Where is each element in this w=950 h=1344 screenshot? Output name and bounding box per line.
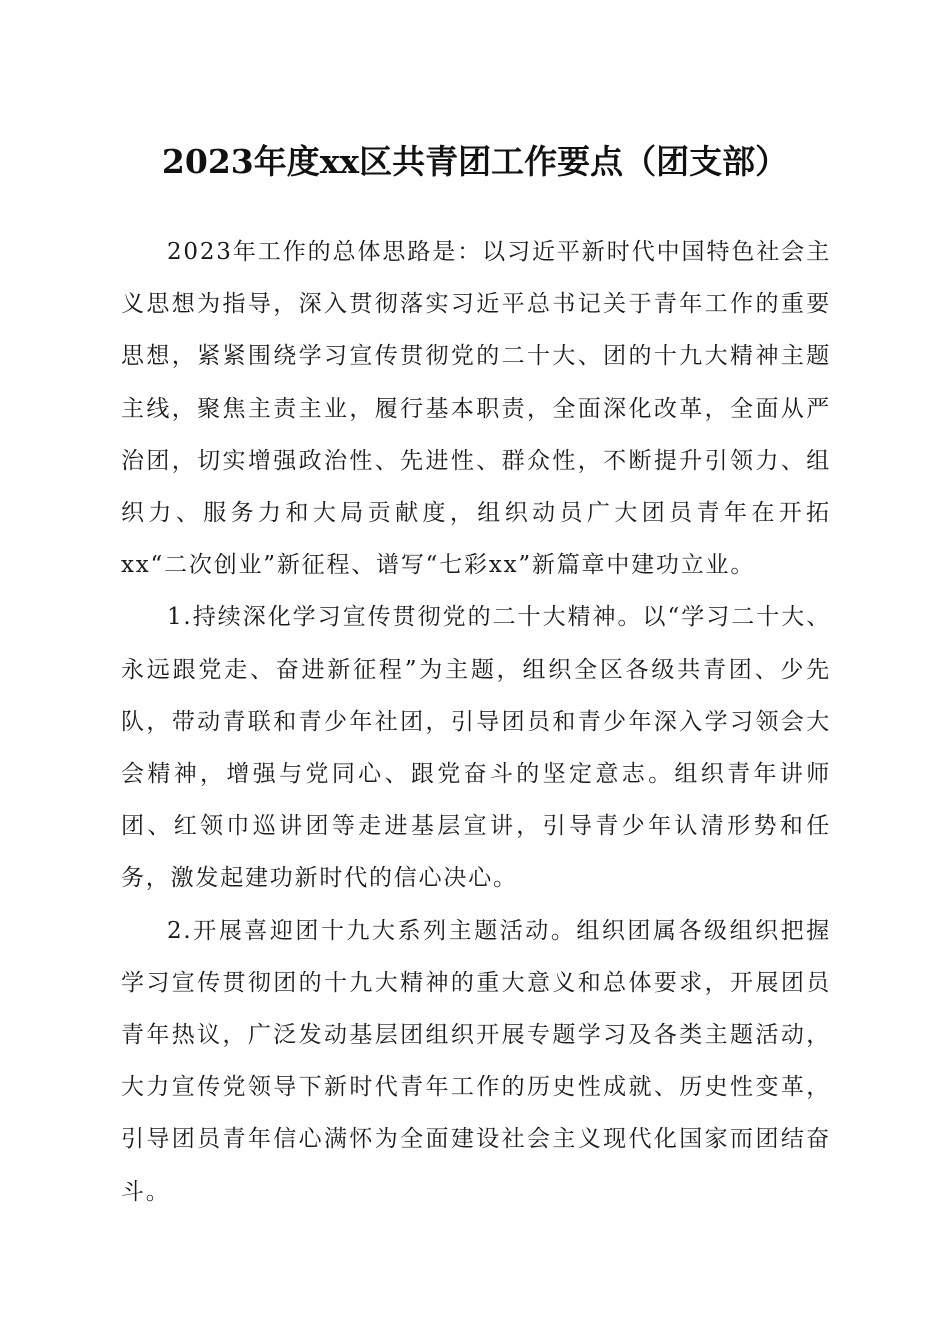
paragraph-item-1: 1.持续深化学习宣传贯彻党的二十大精神。以“学习二十大、永远跟党走、奋进新征程”为主题，组织全区各级共青团、少先队，带动青联和青少年社团，引导团员和青少年深入学习领会大会精神，增强与党同心、跟党奋斗的坚定意志。组织青年讲师团、红领巾巡讲团等走进基层宣讲，引导青少年认清形势和任务，激发起建功新时代的信心决心。 [121, 604, 831, 892]
document-title: 2023年度xx区共青团工作要点（团支部） [161, 142, 789, 181]
paragraph-overall-approach: 2023年工作的总体思路是：以习近平新时代中国特色社会主义思想为指导，深入贯彻落实习近平总书记关于青年工作的重要思想，紧紧围绕学习宣传贯彻党的二十大、团的十九大精神主题主线，聚焦主责主业，履行基本职责，全面深化改革，全面从严治团，切实增强政治性、先进性、群众性，不断提升引领力、组织力、服务力和大局贡献度，组织动员广大团员青年在开拓xx“二次创业”新征程、谱写“七彩xx”新篇章中建功立业。 [121, 239, 831, 579]
paragraph-item-2: 2.开展喜迎团十九大系列主题活动。组织团属各级组织把握学习宣传贯彻团的十九大精神的重大意义和总体要求，开展团员青年热议，广泛发动基层团组织开展专题学习及各类主题活动，大力宣传党领导下新时代青年工作的历史性成就、历史性变革，引导团员青年信心满怀为全面建设社会主义现代化国家而团结奋斗。 [121, 917, 831, 1205]
document-body [121, 226, 831, 1218]
